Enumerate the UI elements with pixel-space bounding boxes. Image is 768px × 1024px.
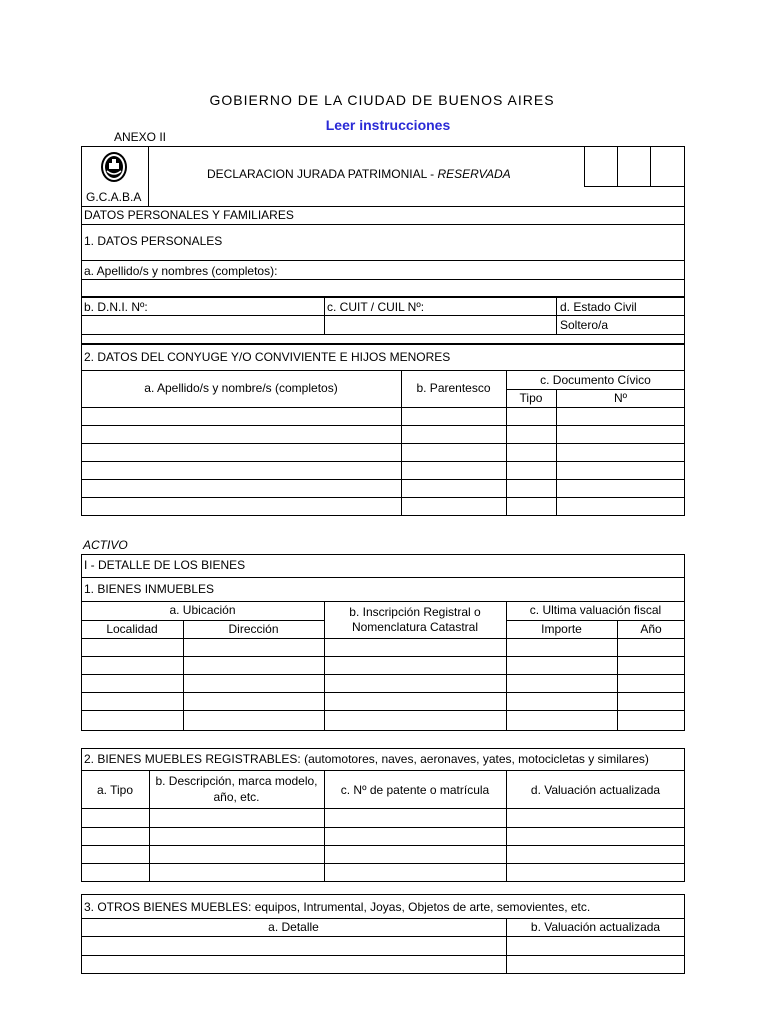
registrable-title: 2. BIENES MUEBLES REGISTRABLES: (automotores, naves, aeronaves, yates, motocicletas y similares) — [84, 752, 649, 766]
type-header: a. Tipo — [96, 783, 134, 797]
table-row — [81, 674, 685, 675]
activo-label: ACTIVO — [83, 538, 128, 552]
table-row — [81, 845, 685, 846]
table-row — [81, 656, 685, 657]
dni-label: b. D.N.I. Nº: — [84, 300, 148, 314]
updated-value-header: d. Valuación actualizada — [530, 783, 661, 797]
table-row — [81, 425, 685, 426]
form-title: DECLARACION JURADA PATRIMONIAL - RESERVADA — [207, 167, 511, 181]
real-estate-box — [81, 554, 685, 731]
plate-header: c. Nº de patente o matrícula — [340, 783, 490, 797]
doc-type-header: Tipo — [519, 391, 543, 405]
amount-header: Importe — [541, 622, 582, 636]
description-header-line1: b. Descripción, marca modelo, — [155, 774, 318, 788]
registrable-movables-box — [81, 748, 685, 882]
gcaba-shield-icon — [100, 151, 128, 183]
address-header: Dirección — [228, 622, 279, 636]
personal-section-title: DATOS PERSONALES Y FAMILIARES — [84, 208, 294, 222]
year-header: Año — [640, 622, 662, 636]
logo-caption: G.C.A.B.A — [86, 190, 142, 204]
government-title: GOBIERNO DE LA CIUDAD DE BUENOS AIRES — [209, 92, 555, 108]
civil-status-value[interactable]: Soltero/a — [560, 318, 609, 332]
description-header-line2: año, etc. — [213, 790, 260, 804]
table-row — [81, 497, 685, 498]
table-row — [81, 479, 685, 480]
instructions-link[interactable]: Leer instrucciones — [325, 117, 451, 133]
doc-number-header: Nº — [613, 391, 628, 405]
table-row — [81, 443, 685, 444]
table-row — [81, 461, 685, 462]
table-row — [81, 936, 685, 937]
table-row — [81, 808, 685, 809]
other-value-header: b. Valuación actualizada — [530, 920, 661, 934]
spouse-name-header: a. Apellido/s y nombre/s (completos) — [144, 381, 338, 395]
table-row — [81, 955, 685, 956]
cuit-label: c. CUIT / CUIL Nº: — [327, 300, 425, 314]
table-row — [81, 827, 685, 828]
table-row — [81, 638, 685, 639]
assets-detail-title: I - DETALLE DE LOS BIENES — [84, 558, 246, 572]
name-label: a. Apellido/s y nombres (completos): — [84, 264, 278, 278]
registry-header-line1: b. Inscripción Registral o — [349, 605, 481, 619]
locality-header: Localidad — [106, 622, 158, 636]
location-header: a. Ubicación — [169, 603, 236, 617]
table-row — [81, 710, 685, 711]
table-row — [81, 407, 685, 408]
annex-label: ANEXO II — [114, 130, 167, 144]
table-row — [81, 863, 685, 864]
other-movables-title: 3. OTROS BIENES MUEBLES: equipos, Intrumental, Joyas, Objetos de arte, semovientes, etc. — [84, 900, 591, 914]
registry-header-line2: Nomenclatura Catastral — [351, 620, 479, 634]
detail-header: a. Detalle — [268, 920, 319, 934]
personal-subsection-title: 1. DATOS PERSONALES — [84, 234, 223, 248]
table-row — [81, 692, 685, 693]
real-estate-title: 1. BIENES INMUEBLES — [84, 582, 215, 596]
spouse-section-title: 2. DATOS DEL CONYUGE Y/O CONVIVIENTE E HIJOS MENORES — [84, 350, 451, 364]
civil-status-label: d. Estado Civil — [560, 300, 637, 314]
relation-header: b. Parentesco — [416, 381, 491, 395]
valuation-header: c. Ultima valuación fiscal — [529, 603, 662, 617]
document-header: c. Documento Cívico — [540, 373, 651, 387]
